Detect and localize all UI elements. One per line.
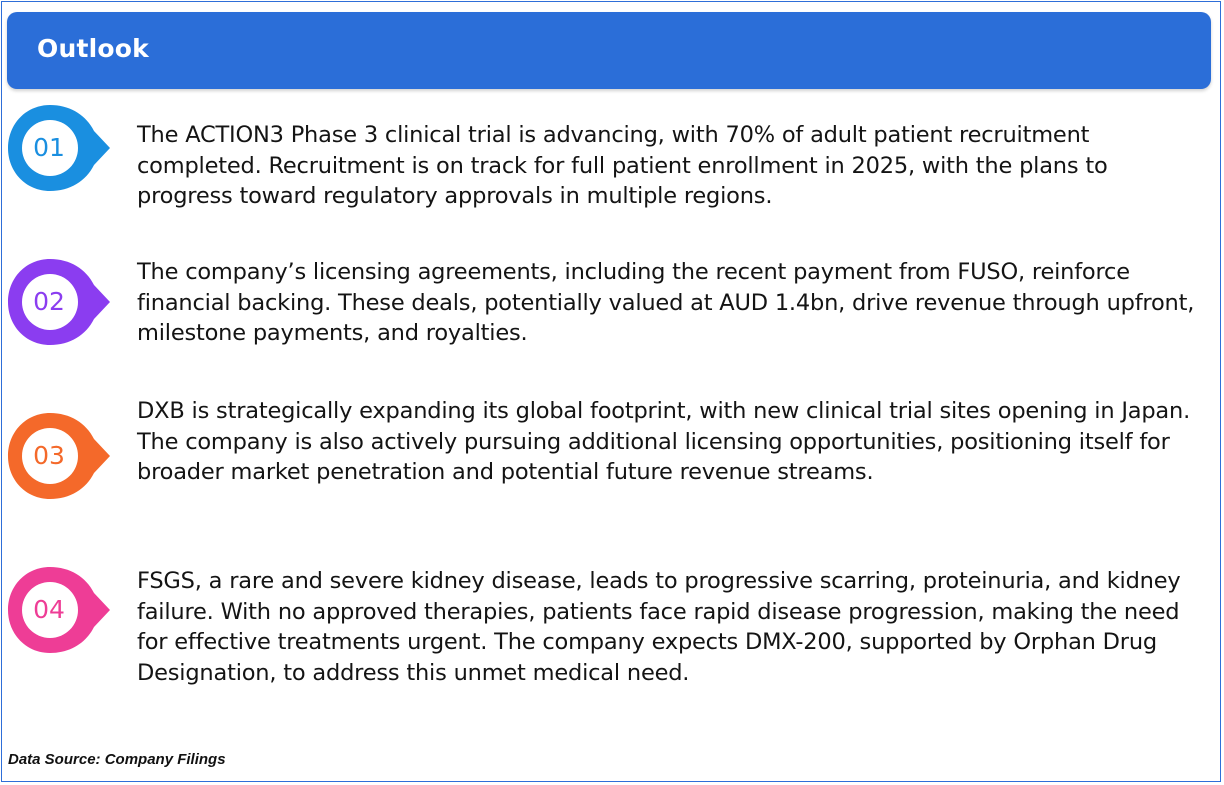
- outlook-text-4: FSGS, a rare and severe kidney disease, leads to progressive scarring, proteinuria, and kidney failure. With no approved therapies, patients face rapid disease progression, making the need for effective treatments urgent. The company expects DMX-200, supported by Orphan Drug Designation, to address this unmet medical need.: [137, 568, 1181, 686]
- outlook-text-1: The ACTION3 Phase 3 clinical trial is advancing, with 70% of adult patient recruitment completed. Recruitment is on track for full patient enrollment in 2025, with the plans to progress toward regulatory approvals in multiple regions.: [137, 122, 1108, 209]
- outlook-text-3: DXB is strategically expanding its global footprint, with new clinical trial sites opening in Japan. The company is also actively pursuing additional licensing opportunities, positioning itself for broader market penetration and potential future revenue streams.: [137, 398, 1191, 485]
- outlook-panel: [1, 1, 1221, 782]
- number-badge-1: [6, 103, 116, 193]
- number-badge-2: [6, 257, 116, 347]
- badge-number-2: 02: [33, 287, 65, 316]
- badge-number-4: 04: [33, 595, 65, 624]
- header-title: Outlook: [37, 34, 149, 63]
- number-badge-4: [6, 565, 116, 655]
- badge-number-3: 03: [33, 441, 65, 470]
- outlook-text-2: The company’s licensing agreements, including the recent payment from FUSO, reinforce financial backing. These deals, potentially valued at AUD 1.4bn, drive revenue through upfront, milestone payments, and royalties.: [137, 259, 1195, 346]
- data-source-note: Data Source: Company Filings: [8, 751, 226, 768]
- badge-number-1: 01: [33, 133, 65, 162]
- header-bar: [7, 12, 1211, 89]
- number-badge-3: [6, 411, 116, 501]
